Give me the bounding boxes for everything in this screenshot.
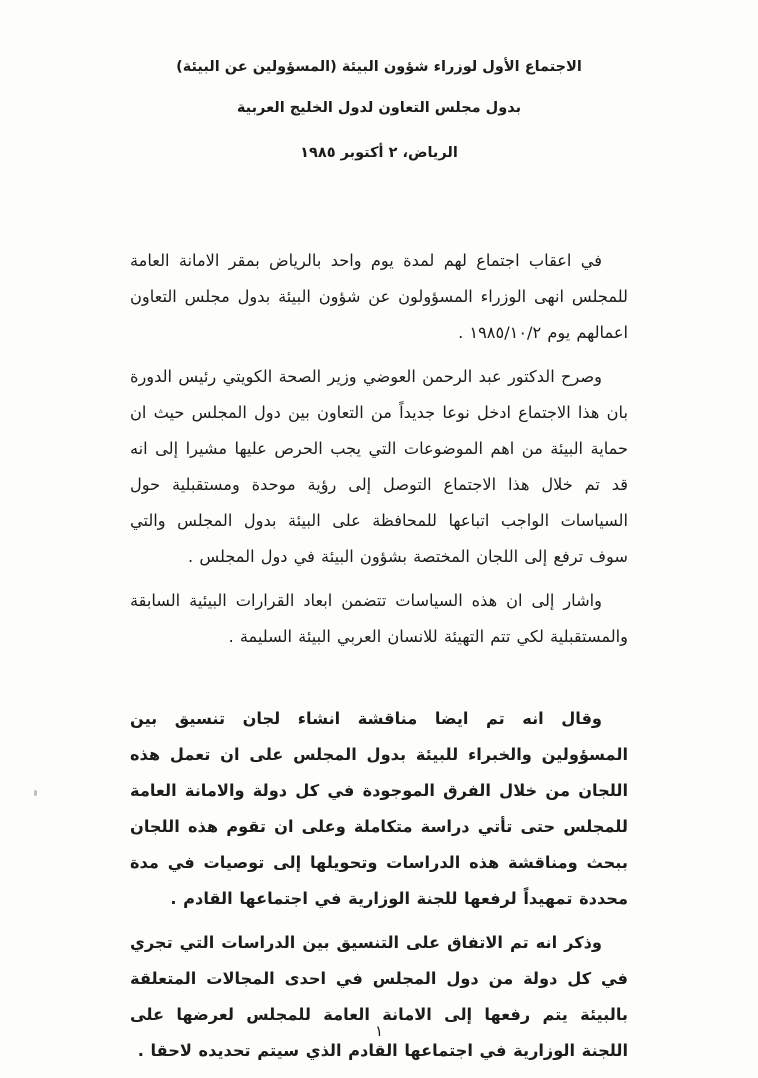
paragraph-4: وقال انه تم ايضا مناقشة انشاء لجان تنسيق بين المسؤولين والخبراء للبيئة بدول المجلس على ان تعمل هذه اللجان من خلال الفرق الموجودة في كل دولة والامانة العامة للمجلس حتى تأتي دراسة متكاملة وعلى ان تقوم هذه اللجان ببحث ومناقشة هذه الدراسات وتحويلها إلى توصيات في مدة محددة تمهيداً لرفعها للجنة الوزارية في اجتماعها القادم . bbox=[130, 709, 628, 908]
document-body bbox=[130, 161, 628, 1069]
title-line-2: بدول مجلس التعاون لدول الخليج العربية bbox=[236, 99, 522, 116]
title-line-1: الاجتماع الأول لوزراء شؤون البيئة (المسؤولين عن البيئة) bbox=[176, 59, 582, 75]
document-header bbox=[0, 0, 758, 161]
paragraph-3: واشار إلى ان هذه السياسات تتضمن ابعاد القرارات البيئية السابقة والمستقبلية لكي تتم التهيئة للانسان العربي البيئة السليمة . bbox=[130, 591, 628, 646]
page-number: ١ bbox=[374, 1022, 384, 1040]
scan-artifact-mark bbox=[34, 790, 37, 796]
paragraph-1: في اعقاب اجتماع لهم لمدة يوم واحد بالرياض بمقر الامانة العامة للمجلس انهى الوزراء المسؤولون عن شؤون البيئة بدول مجلس التعاون اعمالهم يوم ١٩٨٥/١٠/٢ . bbox=[130, 251, 628, 342]
paragraph-5: وذكر انه تم الاتفاق على التنسيق بين الدراسات التي تجري في كل دولة من دول المجلس في احدى المجالات المتعلقة بالبيئة يتم رفعها إلى الامانة العامة للمجلس لعرضها على اللجنة الوزارية في اجتماعها القادم الذي سيتم تحديده لاحقا . bbox=[130, 933, 628, 1060]
paragraph-2: وصرح الدكتور عبد الرحمن العوضي وزير الصحة الكويتي رئيس الدورة بان هذا الاجتماع ادخل نوعا جديداً من التعاون بين دول المجلس حيث ان حماية البيئة من اهم الموضوعات التي يجب الحرص عليها مشيرا إلى انه قد تم خلال هذا الاجتماع التوصل إلى رؤية موحدة ومستقبلية حول السياسات الواجب اتباعها للمحافظة على البيئة بدول المجلس والتي سوف ترفع إلى اللجان المختصة بشؤون البيئة في دول المجلس . bbox=[130, 367, 628, 566]
date-line: الرياض، ٢ أكتوبر ١٩٨٥ bbox=[300, 145, 458, 161]
